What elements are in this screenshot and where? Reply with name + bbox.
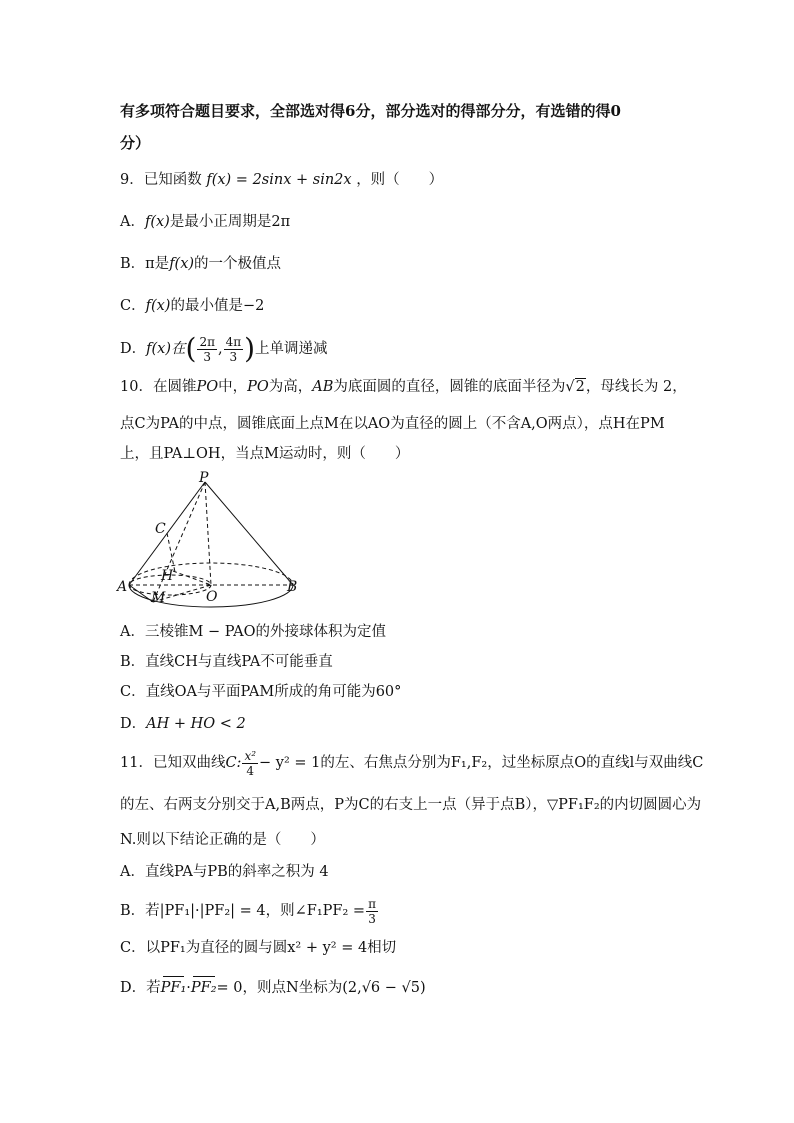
label-c: C	[155, 521, 166, 537]
label-o: O	[206, 589, 218, 605]
question-11-option-b: B．若|PF₁|·|PF₂| = 4，则∠F₁PF₂ = $\frac{\pi}{3}$	[120, 896, 376, 926]
label-h: H	[161, 568, 174, 584]
question-10-option-d: D．AH + HO < 2	[120, 716, 246, 732]
question-11-option-c: C．以PF₁为直径的圆与圆x² + y² = 4相切	[120, 940, 397, 956]
label-b: B	[287, 579, 298, 595]
question-9-option-d: D．f(x)在( $\frac{2\pi}{3}$ , $\frac{4\pi}{3}$ )上单调递减	[120, 332, 328, 365]
section-instruction-line1: 有多项符合题目要求，全部选对得6分，部分选对的得部分分，有选错的得0	[120, 102, 621, 120]
label-m: M	[151, 590, 166, 606]
section-instruction-line2: 分）	[120, 134, 151, 152]
question-9-option-b: B．π是f(x)的一个极值点	[120, 256, 282, 272]
question-11-line3: N.则以下结论正确的是（ ）	[120, 832, 325, 848]
question-9-option-c: C．f(x)的最小值是−2	[120, 298, 265, 314]
question-10-line2: 点C为PA的中点，圆锥底面上点M在以AO为直径的圆上（不含A,O两点），点H在PM	[120, 416, 665, 432]
question-9-stem: 9．已知函数 f(x) = 2sinx + sin2x ，则（ ）	[120, 172, 444, 188]
question-11-line1: 11．已知双曲线C: $\frac{\text{x²}}{4}$ − y² = 1的左、右焦点分别为F₁,F₂，过坐标原点O的直线l与双曲线C	[120, 748, 704, 778]
question-10-option-b: B．直线CH与直线PA不可能垂直	[120, 654, 333, 670]
cone-figure	[115, 470, 305, 610]
question-10-option-c: C．直线OA与平面PAM所成的角可能为60°	[120, 684, 402, 700]
question-11-option-d: D．若PF₁·PF₂= 0，则点N坐标为(2,√6 − √5)	[120, 980, 426, 996]
question-11-option-a: A．直线PA与PB的斜率之积为 4	[120, 864, 329, 880]
question-9-option-a: A．f(x)是最小正周期是2π	[120, 214, 291, 230]
question-11-line2: 的左、右两支分别交于A,B两点，P为C的右支上一点（异于点B），▽PF₁F₂的内切圆圆心为	[120, 797, 702, 813]
question-10-option-a: A．三棱锥M − PAO的外接球体积为定值	[120, 624, 386, 640]
question-10-line3: 上，且PA⊥OH，当点M运动时，则（ ）	[120, 446, 410, 462]
label-p: P	[199, 470, 209, 486]
question-10-line1: 10．在圆锥PO中，PO为高，AB为底面圆的直径，圆锥的底面半径为√2，母线长为 2，	[120, 379, 687, 395]
label-a: A	[117, 579, 128, 595]
